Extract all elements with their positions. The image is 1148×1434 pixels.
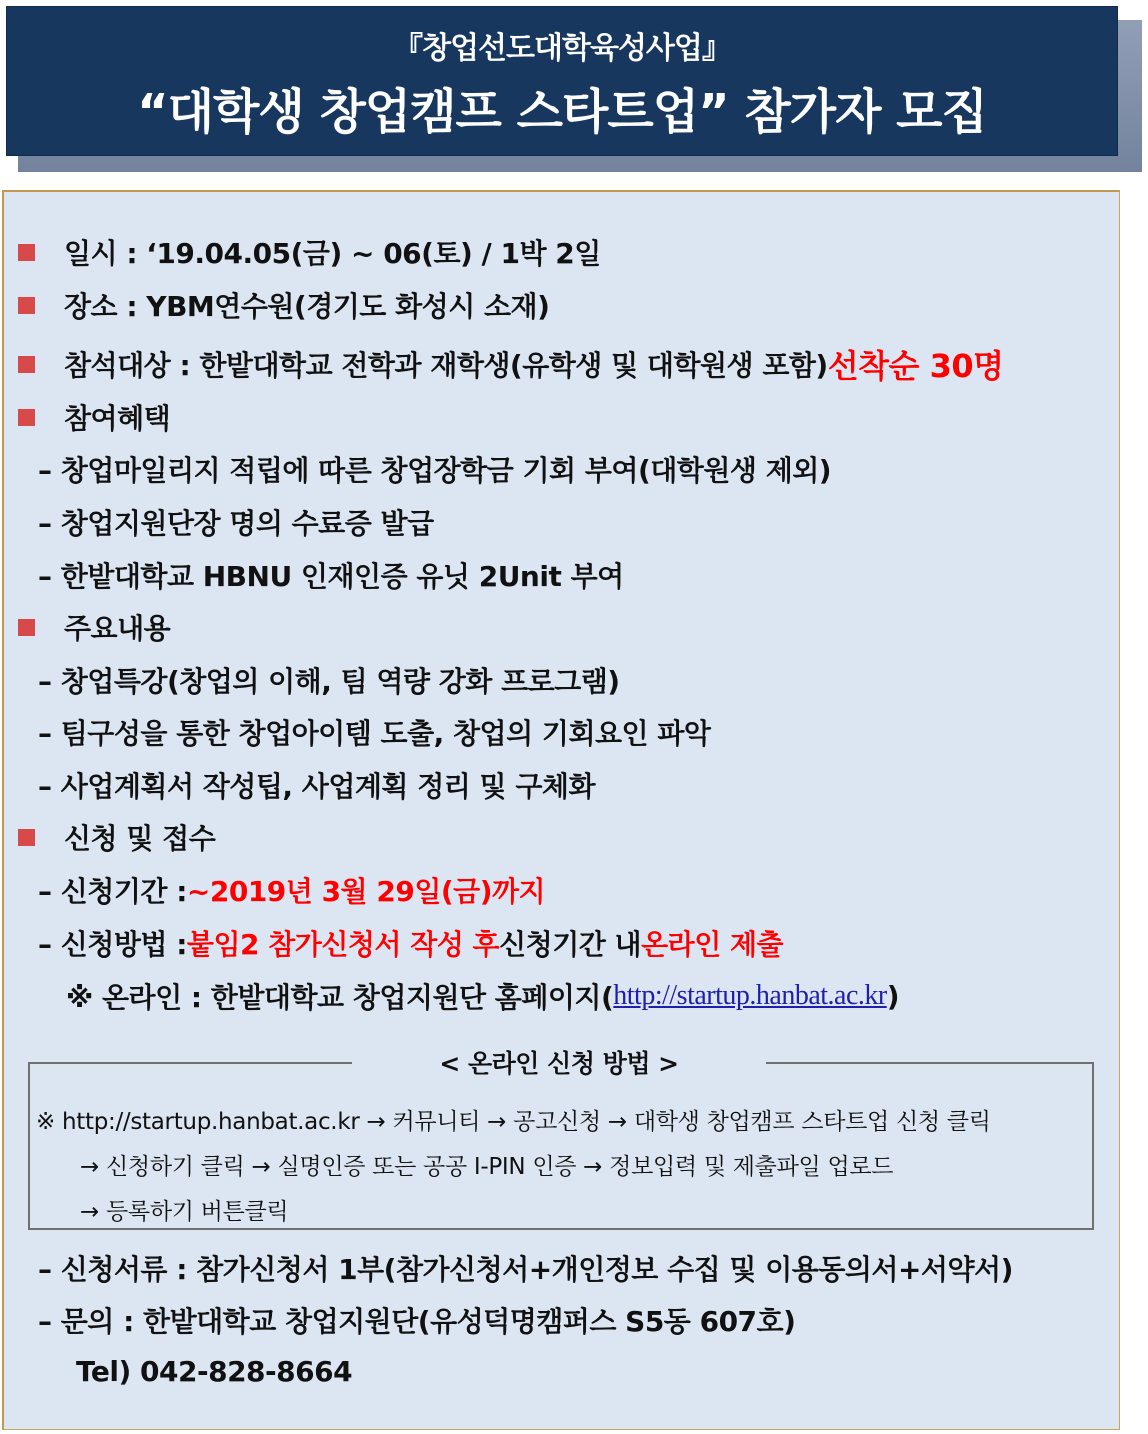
- target-highlight: 선착순 30명: [827, 347, 1004, 385]
- documents-line: – 신청서류 : 참가신청서 1부(참가신청서+개인정보 수집 및 이용동의서+서약서): [38, 1253, 1013, 1286]
- benefits-heading: 참여혜택: [64, 402, 171, 435]
- square-bullet-icon: [18, 297, 35, 314]
- header-banner: [6, 6, 1118, 156]
- contact-line: – 문의 : 한밭대학교 창업지원단(유성덕명캠퍼스 S5동 607호): [38, 1305, 796, 1338]
- square-bullet-icon: [18, 409, 35, 426]
- online-method-title: < 온라인 신청 방법 >: [352, 1042, 766, 1082]
- schedule-line: 일시 : ‘19.04.05(금) ~ 06(토) / 1박 2일: [64, 237, 601, 270]
- method-red-2: 온라인 제출: [641, 928, 784, 961]
- apply-heading: 신청 및 접수: [64, 822, 216, 855]
- square-bullet-icon: [18, 619, 35, 636]
- target-label: 참석대상 : 한밭대학교 전학과 재학생(유학생 및 대학원생 포함): [64, 349, 828, 382]
- benefit-item-3: – 한밭대학교 HBNU 인재인증 유닛 2Unit 부여: [38, 560, 624, 593]
- period-line: [38, 870, 545, 910]
- square-bullet-icon: [18, 356, 35, 373]
- square-bullet-icon: [18, 829, 35, 846]
- method-mid: 신청기간 내: [499, 928, 642, 961]
- header-title: “대학생 창업캠프 스타트업” 참가자 모집: [137, 83, 987, 140]
- content-heading: 주요내용: [64, 612, 171, 645]
- benefit-item-2: – 창업지원단장 명의 수료증 발급: [38, 507, 434, 540]
- target-line: [64, 344, 1004, 384]
- method-line: [38, 923, 783, 963]
- online-method-step-1: ※ http://startup.hanbat.ac.kr → 커뮤니티 → 공고신청 → 대학생 창업캠프 스타트업 신청 클릭: [36, 1109, 991, 1135]
- tel-line: Tel) 042-828-8664: [76, 1354, 353, 1388]
- content-item-2: – 팀구성을 통한 창업아이템 도출, 창업의 기회요인 파악: [38, 717, 711, 750]
- content-item-3: – 사업계획서 작성팁, 사업계획 정리 및 구체화: [38, 770, 595, 803]
- location-line: 장소 : YBM연수원(경기도 화성시 소재): [64, 290, 550, 323]
- content-item-1: – 창업특강(창업의 이해, 팀 역량 강화 프로그램): [38, 665, 620, 698]
- online-label: ※ 온라인 : 한밭대학교 창업지원단 홈페이지(: [66, 981, 614, 1014]
- benefit-item-1: – 창업마일리지 적립에 따른 창업장학금 기회 부여(대학원생 제외): [38, 454, 832, 487]
- online-method-step-2: → 신청하기 클릭 → 실명인증 또는 공공 I-PIN 인증 → 정보입력 및 제출파일 업로드: [80, 1154, 894, 1180]
- method-red-1: 붙임2 참가신청서 작성 후: [186, 928, 500, 961]
- online-method-step-3: → 등록하기 버튼클릭: [80, 1199, 289, 1225]
- header-subtitle: 『창업선도대학육성사업』: [393, 30, 731, 66]
- period-label: – 신청기간 :: [38, 875, 187, 908]
- period-value: ~2019년 3월 29일(금)까지: [186, 875, 546, 908]
- homepage-link[interactable]: http://startup.hanbat.ac.kr: [613, 980, 887, 1011]
- online-close: ): [886, 979, 899, 1013]
- square-bullet-icon: [18, 244, 35, 261]
- method-label: – 신청방법 :: [38, 928, 187, 961]
- online-line: [66, 976, 899, 1016]
